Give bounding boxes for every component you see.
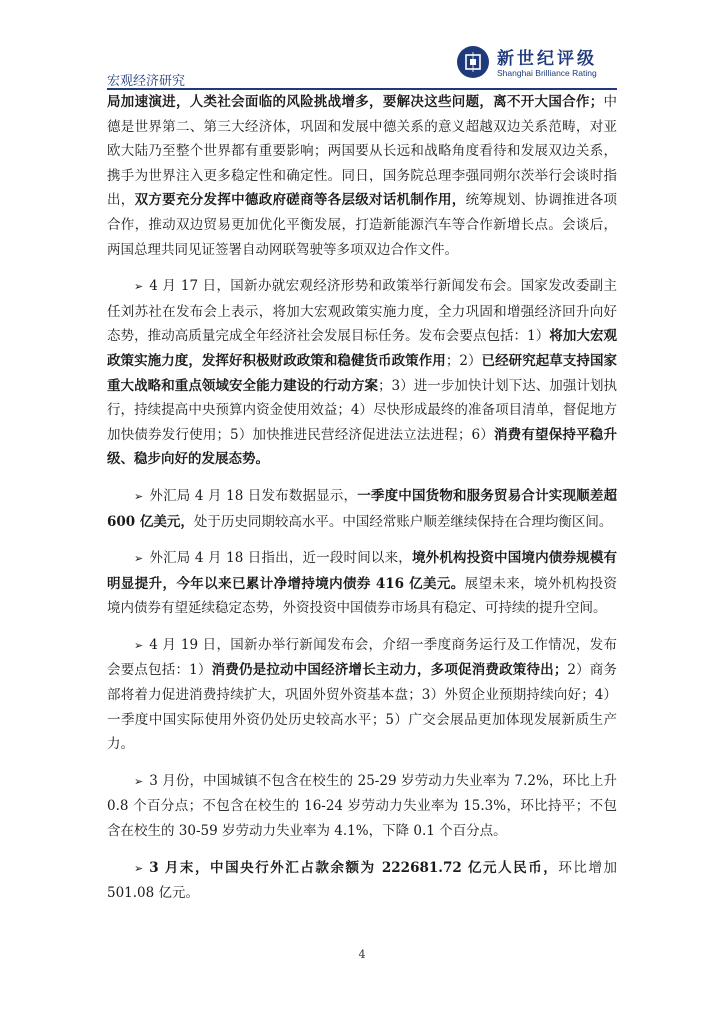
- body-text: 统筹规划、协调推进各项合作，推动双边贸易更加优化平衡发展，打造新能源汽车等合作新增长点。会谈后，两国总理共同见证签署自动网联驾驶等多项双边合作文件。: [107, 192, 618, 258]
- paragraph: [107, 90, 617, 262]
- section-title: 宏观经济研究: [107, 74, 186, 89]
- bullet-arrow-icon: ➢: [134, 774, 144, 788]
- body-text: ；2）: [445, 352, 482, 369]
- emphasis-text: 境外机构投资中国境内债券规模有明显提升，今年以来已累计净增持境内债券 416 亿美元。: [107, 550, 618, 592]
- emphasis-text: 双方要充分发挥中德政府磋商等各层级对话机制作用，: [134, 192, 466, 209]
- body-text: 3 月份，中国城镇不包含在校生的 25-29 岁劳动力失业率为 7.2%，环比上升 0.8 个百分点；不包含在校生的 16-24 岁劳动力失业率为 15.3%，环比持平；不包含在校生的 30-59 岁劳动力失业率为 4.1%，下降 0.1 个百分点。: [107, 772, 617, 840]
- body-text: 外汇局 4 月 18 日指出，近一段时间以来，: [149, 550, 412, 567]
- paragraph: [107, 856, 617, 906]
- body-text: 展望未来，境外机构投资境内债券有望延续稳定态势，外资投资中国债券市场具有稳定、可持续的提升空间。: [107, 575, 617, 617]
- body-text: 2）商务部将着力促进消费持续扩大，巩固外贸外资基本盘；3）外贸企业预期持续向好；4）一季度中国实际使用外资仍处历史较高水平；5）广交会展品更加体现发展新质生产力。: [107, 662, 618, 753]
- body-text: 外汇局 4 月 18 日发布数据显示，: [149, 487, 358, 504]
- emphasis-text: 消费有望保持平稳升级、稳步向好的发展态势。: [107, 426, 617, 468]
- body-text: 环比增加 501.08 亿元。: [107, 859, 618, 902]
- bullet-arrow-icon: ➢: [134, 280, 144, 294]
- body-text: ；3）进一步加快计划下达、加强计划执行，持续提高中央预算内资金使用效益；4）尽快形成最终的准备项目清单，督促地方加快债券发行使用；5）加快推进民营经济促进法立法进程；6）: [107, 377, 617, 443]
- emphasis-text: 已经研究起草支持国家重大战略和重点领域安全能力建设的行动方案: [107, 352, 618, 394]
- bullet-arrow-icon: ➢: [134, 552, 144, 566]
- emphasis-text: 局加速演进，人类社会面临的风险挑战增多，要解决这些问题，离不开大国合作；: [107, 94, 604, 110]
- bullet-arrow-icon: ➢: [134, 861, 144, 875]
- paragraph: [107, 633, 617, 757]
- body-text: 中德是世界第二、第三大经济体，巩固和发展中德关系的意义超越双边关系范畴，对亚欧大陆乃至整个世界都有重要影响；两国要从长远和战略角度看待和发展双边关系，携手为世界注入更多稳定性和确定性。同日，国务院总理李强同朔尔茨举行会谈时指出，: [107, 94, 618, 209]
- logo-english-name: Shanghai Brilliance Rating: [497, 68, 597, 78]
- paragraph: [107, 274, 617, 472]
- paragraph: [107, 546, 617, 621]
- logo-chinese-name: 新世纪评级: [497, 49, 597, 69]
- document-body: [107, 90, 617, 906]
- page-header: [107, 40, 617, 88]
- emphasis-text: 3 月末，中国央行外汇占款余额为 222681.72 亿元人民币，: [149, 859, 559, 876]
- bullet-arrow-icon: ➢: [134, 489, 144, 503]
- paragraph: [107, 769, 617, 844]
- body-text: 处于历史同期较高水平。中国经常账户顺差继续保持在合理均衡区间。: [193, 513, 613, 530]
- emphasis-text: 将加大宏观政策实施力度，发挥好积极财政政策和稳健货币政策作用: [107, 328, 618, 369]
- bullet-arrow-icon: ➢: [134, 638, 144, 652]
- body-text: 4 月 17 日，国新办就宏观经济形势和政策举行新闻发布会。国家发改委副主任刘苏社在发布会上表示，将加大宏观政策实施力度，全力巩固和增强经济回升向好态势，推动高质量完成全年经济社会发展目标任务。发布会要点包括：1）: [107, 278, 617, 345]
- body-text: 4 月 19 日，国新办举行新闻发布会，介绍一季度商务运行及工作情况，发布会要点包括：1）: [107, 636, 617, 679]
- page-number: 4: [358, 948, 366, 961]
- logo-emblem-icon: [457, 46, 489, 78]
- emphasis-text: 消费仍是拉动中国经济增长主动力，多项促消费政策待出；: [211, 662, 568, 679]
- emphasis-text: 一季度中国货物和服务贸易合计实现顺差超 600 亿美元，: [107, 487, 617, 530]
- paragraph: [107, 484, 617, 534]
- company-logo: [457, 40, 617, 84]
